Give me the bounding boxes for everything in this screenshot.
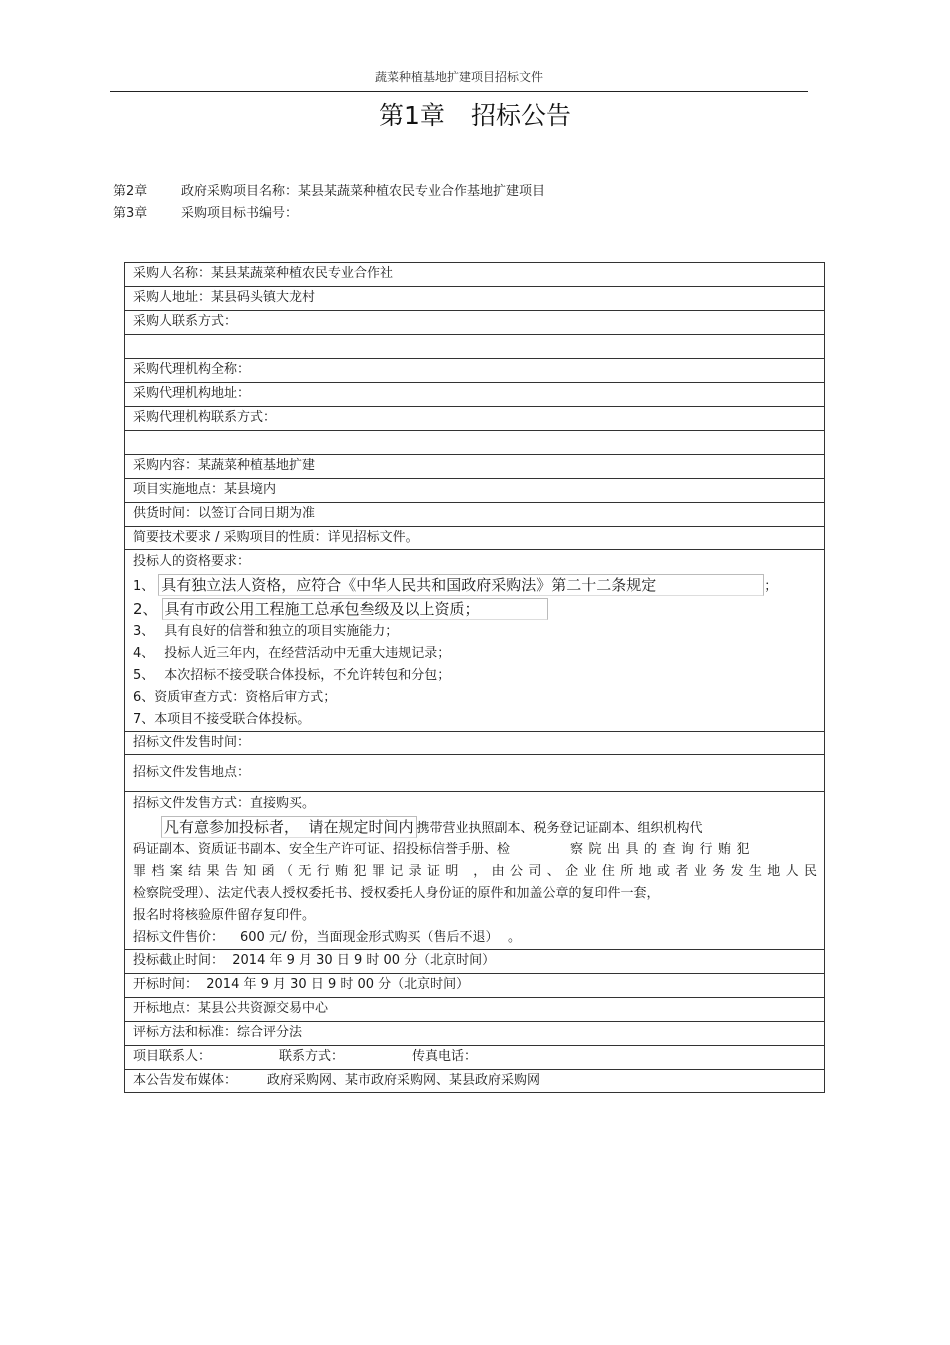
qualification-item-5 — [133, 665, 824, 687]
qualification-text: 具有市政公用工程施工总承包叁级及以上资质； — [162, 598, 548, 620]
row-empty — [125, 335, 824, 359]
sale-paragraph-line-3: 罪档案结果告知函（无行贿犯罪记录证明 ，由公司、企业住所地或者业务发生地人民 — [133, 864, 817, 879]
qualification-text: 资质审查方式：资格后审方式； — [154, 690, 337, 705]
notice-table — [124, 262, 825, 1093]
row-empty — [125, 431, 824, 455]
sale-price-label: 招标文件售价： — [133, 930, 225, 945]
qualification-text: 具有良好的信誉和独立的项目实施能力； — [164, 624, 399, 639]
contact-person-label: 项目联系人： — [133, 1049, 212, 1064]
open-time-text: 开标时间： 2014 年 9 月 30 日 9 时 00 分（北京时间） — [133, 977, 470, 992]
meta-text: 采购项目标书编号： — [181, 206, 299, 221]
qualification-text: 投标人近三年内，在经营活动中无重大违规记录； — [164, 646, 451, 661]
qualification-item-6 — [133, 687, 824, 709]
sale-method: 招标文件发售方式：直接购买。 — [133, 796, 316, 811]
row-content: 采购内容：某蔬菜种植基地扩建 — [125, 455, 824, 479]
fax-label: 传真电话： — [412, 1049, 478, 1064]
media-label: 本公告发布媒体： — [133, 1073, 238, 1088]
qualification-item-2 — [133, 597, 824, 621]
sale-paragraph-line-2 — [133, 839, 824, 861]
qualification-tail: ； — [764, 579, 778, 594]
qualification-text: 本项目不接受联合体投标。 — [154, 712, 311, 727]
row-delivery: 供货时间：以签订合同日期为准 — [125, 503, 824, 527]
sale-paragraph-text: 携带营业执照副本、税务登记证副本、组织机构代 — [416, 821, 703, 836]
qualification-item-1 — [133, 573, 824, 597]
qualification-item-3 — [133, 621, 824, 643]
qualifications-title: 投标人的资格要求： — [133, 554, 251, 569]
sale-price-tail: 。 — [507, 930, 521, 945]
row-sale-method — [125, 792, 824, 950]
sale-paragraph-boxed: 凡有意参加投标者， 请在规定时间内 — [161, 816, 417, 838]
running-header: 蔬菜种植基地扩建项目招标文件 — [374, 70, 543, 84]
qualification-text: 具有独立法人资格，应符合《中华人民共和国政府采购法》第二十二条规定 — [158, 574, 764, 596]
row-agency-address: 采购代理机构地址： — [125, 383, 824, 407]
sale-price-value: 600 元/ 份，当面现金形式购买（售后不退） — [240, 930, 492, 945]
qualification-text: 本次招标不接受联合体投标，不允许转包和分包； — [164, 668, 451, 683]
qualification-number: 5、 — [133, 668, 155, 683]
row-open-place: 开标地点：某县公共资源交易中心 — [125, 998, 824, 1022]
sale-paragraph-text: 码证副本、资质证书副本、安全生产许可证、招投标信誉手册、检 — [133, 842, 511, 857]
meta-text: 政府采购项目名称：某县某蔬菜种植农民专业合作基地扩建项目 — [181, 184, 546, 199]
chapter-title — [0, 96, 950, 132]
qualification-number: 6、 — [133, 690, 155, 705]
contact-method-label: 联系方式： — [279, 1049, 345, 1064]
sale-paragraph-line-4: 检察院受理）、法定代表人授权委托书、授权委托人身份证的原件和加盖公章的复印件一套， — [133, 886, 660, 901]
sale-price — [133, 927, 824, 949]
sale-paragraph-line-5: 报名时将核验原件留存复印件。 — [133, 908, 316, 923]
sale-paragraph-line-1 — [133, 815, 824, 839]
meta-number: 第3章 — [113, 206, 148, 221]
qualification-item-7 — [133, 709, 824, 731]
row-location: 项目实施地点：某县境内 — [125, 479, 824, 503]
qualification-number: 7、 — [133, 712, 155, 727]
row-media — [125, 1070, 824, 1093]
row-open-time — [125, 974, 824, 998]
qualification-number: 4、 — [133, 646, 155, 661]
header-rule — [110, 91, 808, 92]
row-agency-contact: 采购代理机构联系方式： — [125, 407, 824, 431]
qualification-number: 1、 — [133, 579, 155, 594]
meta-project-name — [113, 180, 545, 199]
row-purchaser-address: 采购人地址：某县码头镇大龙村 — [125, 287, 824, 311]
sale-paragraph-text: 察院出具的查询行贿犯 — [570, 842, 756, 857]
row-sale-time: 招标文件发售时间： — [125, 732, 824, 755]
row-purchaser-name: 采购人名称：某县某蔬菜种植农民专业合作社 — [125, 263, 824, 287]
row-agency-name: 采购代理机构全称： — [125, 359, 824, 383]
row-sale-place: 招标文件发售地点： — [125, 755, 824, 792]
meta-project-code — [113, 202, 298, 221]
deadline-text: 投标截止时间： 2014 年 9 月 30 日 9 时 00 分（北京时间） — [133, 953, 496, 968]
row-contacts — [125, 1046, 824, 1070]
row-purchaser-contact: 采购人联系方式： — [125, 311, 824, 335]
qualification-item-4 — [133, 643, 824, 665]
meta-number: 第2章 — [113, 184, 148, 199]
row-evaluation: 评标方法和标准：综合评分法 — [125, 1022, 824, 1046]
qualification-number: 2、 — [133, 600, 158, 618]
chapter-number: 第1章 — [379, 101, 445, 130]
media-value: 政府采购网、某市政府采购网、某县政府采购网 — [267, 1073, 541, 1088]
row-deadline — [125, 950, 824, 974]
qualification-number: 3、 — [133, 624, 155, 639]
chapter-name: 招标公告 — [470, 101, 571, 130]
row-tech-requirements: 简要技术要求 / 采购项目的性质：详见招标文件。 — [125, 527, 824, 550]
row-qualifications — [125, 550, 824, 732]
